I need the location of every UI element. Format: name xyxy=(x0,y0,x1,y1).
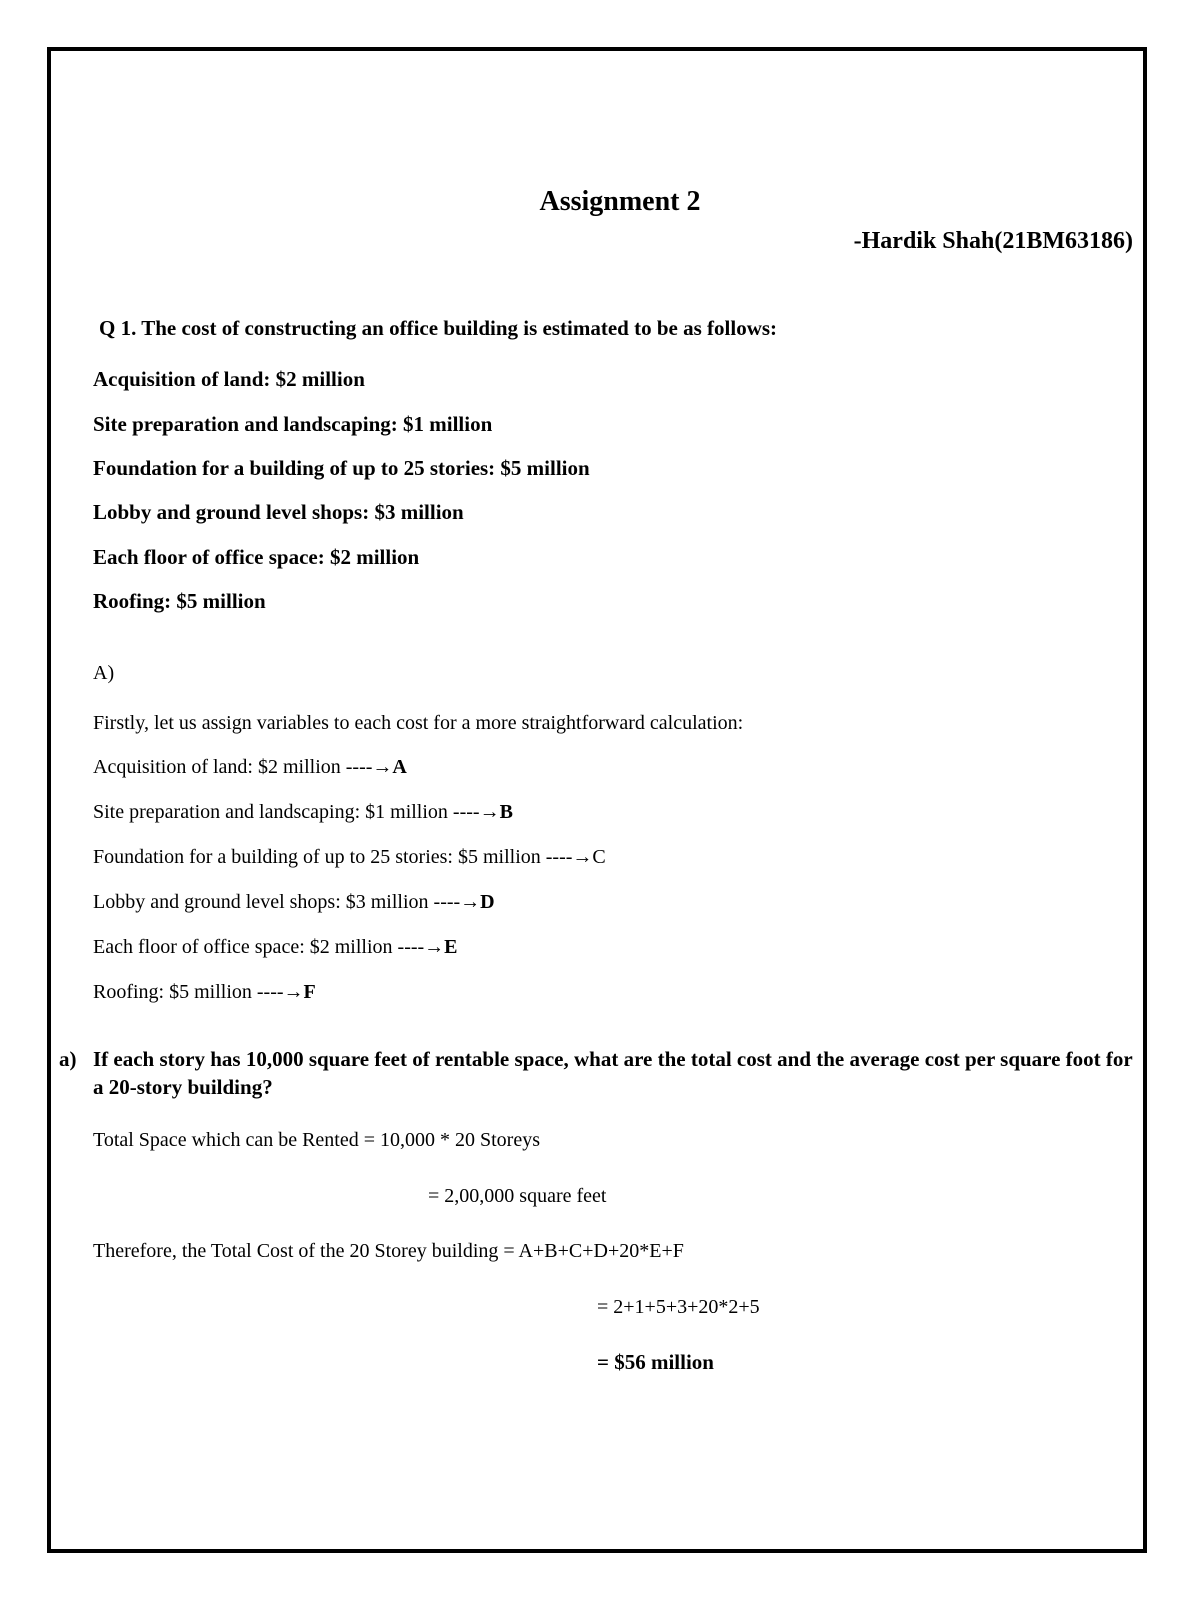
variable-text: Each floor of office space: $2 million ---- xyxy=(93,936,425,958)
arrow-right-icon: → xyxy=(460,891,481,913)
cost-item-site: Site preparation and landscaping: $1 million xyxy=(93,412,493,436)
cost-item-floor: Each floor of office space: $2 million xyxy=(93,545,420,569)
variable-line xyxy=(93,847,606,867)
page-border xyxy=(47,47,1147,1553)
variable-text: Site preparation and landscaping: $1 million ---- xyxy=(93,801,480,823)
arrow-right-icon: → xyxy=(372,756,393,778)
arrow-right-icon: → xyxy=(572,846,593,868)
variable-name: D xyxy=(480,891,495,913)
subquestion-text: If each story has 10,000 square feet of rentable space, what are the total cost and the average cost per square foot for a 20-story building? xyxy=(93,1047,1133,1099)
variable-line xyxy=(93,757,407,777)
variable-line xyxy=(93,892,495,912)
arrow-right-icon: → xyxy=(424,936,445,958)
question-text: Q 1. The cost of constructing an office building is estimated to be as follows: xyxy=(99,316,778,340)
arrow-right-icon: → xyxy=(479,801,500,823)
variable-name: A xyxy=(392,756,407,778)
arrow-right-icon: → xyxy=(283,981,304,1003)
variable-text: Roofing: $5 million ---- xyxy=(93,981,284,1003)
calc-cost-substitution: = 2+1+5+3+20*2+5 xyxy=(597,1296,760,1318)
answer-label: A) xyxy=(93,662,115,684)
author-line: -Hardik Shah(21BM63186) xyxy=(853,228,1133,254)
cost-item-foundation: Foundation for a building of up to 25 stories: $5 million xyxy=(93,456,590,480)
cost-item-roofing: Roofing: $5 million xyxy=(93,589,266,613)
subquestion-label: a) xyxy=(59,1047,77,1071)
variable-name: C xyxy=(592,846,606,868)
variable-text: Acquisition of land: $2 million ---- xyxy=(93,756,373,778)
calc-space-result: = 2,00,000 square feet xyxy=(428,1185,607,1207)
intro-line: Firstly, let us assign variables to each cost for a more straightforward calculation: xyxy=(93,712,744,734)
variable-text: Lobby and ground level shops: $3 million ---- xyxy=(93,891,461,913)
cost-item-land: Acquisition of land: $2 million xyxy=(93,367,365,391)
calc-space-line: Total Space which can be Rented = 10,000 * 20 Storeys xyxy=(93,1129,541,1151)
variable-name: E xyxy=(444,936,458,958)
variable-line xyxy=(93,802,513,822)
variable-line xyxy=(93,937,458,957)
cost-item-lobby: Lobby and ground level shops: $3 million xyxy=(93,500,464,524)
calc-cost-line: Therefore, the Total Cost of the 20 Storey building = A+B+C+D+20*E+F xyxy=(93,1240,684,1262)
calc-cost-result: = $56 million xyxy=(597,1350,714,1374)
variable-name: B xyxy=(499,801,513,823)
variable-text: Foundation for a building of up to 25 stories: $5 million ---- xyxy=(93,846,573,868)
document-title: Assignment 2 xyxy=(539,186,701,217)
variable-name: F xyxy=(303,981,316,1003)
variable-line xyxy=(93,982,316,1002)
